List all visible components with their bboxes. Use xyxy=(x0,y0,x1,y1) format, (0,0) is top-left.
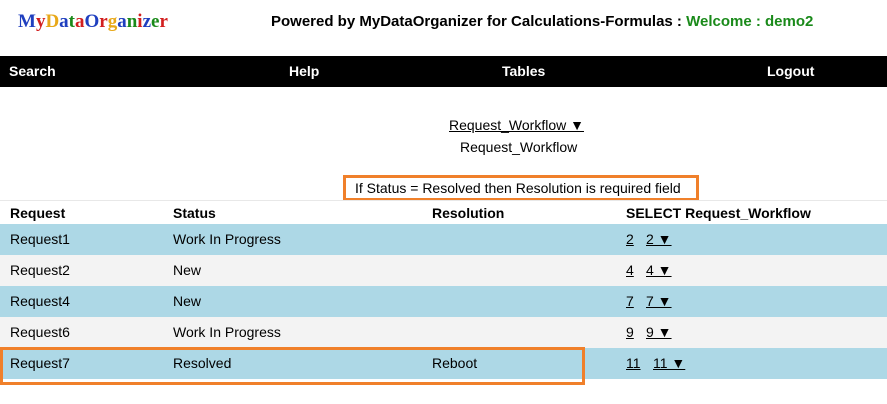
workflow-select-dropdown[interactable]: 7 ▼ xyxy=(646,293,672,309)
welcome-user: Welcome : demo2 xyxy=(686,13,814,30)
rule-callout xyxy=(343,175,699,201)
workflow-title: Request_Workflow xyxy=(460,139,578,155)
workflow-link[interactable]: 2 xyxy=(626,231,634,247)
rule-text: If Status = Resolved then Resolution is required field xyxy=(355,180,681,196)
cell-request: Request7 xyxy=(10,355,70,371)
nav-logout[interactable]: Logout xyxy=(767,63,815,79)
workflow-link[interactable]: 7 xyxy=(626,293,634,309)
nav-search[interactable]: Search xyxy=(9,63,56,79)
logo-letter: z xyxy=(142,11,152,32)
logo-letter: y xyxy=(35,11,46,32)
table-row xyxy=(0,286,887,317)
workflow-select-dropdown[interactable]: 4 ▼ xyxy=(646,262,672,278)
header-separator xyxy=(0,200,887,201)
nav-help[interactable]: Help xyxy=(289,63,320,79)
cell-request: Request2 xyxy=(10,262,70,278)
highlight-callout xyxy=(0,347,585,385)
col-header-select: SELECT Request_Workflow xyxy=(626,205,811,221)
logo-letter: e xyxy=(151,11,160,32)
cell-status: New xyxy=(173,262,202,278)
tagline-text: Powered by MyDataOrganizer for Calculations-Formulas : xyxy=(271,13,687,30)
logo-letter: O xyxy=(84,11,100,32)
logo-letter: t xyxy=(68,11,75,32)
cell-resolution: Reboot xyxy=(432,355,478,371)
cell-status: Work In Progress xyxy=(173,324,281,340)
logo-letter: i xyxy=(137,11,143,32)
table-row xyxy=(0,317,887,348)
logo-letter: n xyxy=(126,11,138,32)
workflow-dropdown[interactable]: Request_Workflow ▼ xyxy=(449,117,584,133)
logo-letter: g xyxy=(107,11,118,32)
workflow-select-dropdown[interactable]: 2 ▼ xyxy=(646,231,672,247)
col-header-status: Status xyxy=(173,205,216,221)
cell-request: Request4 xyxy=(10,293,70,309)
table-row xyxy=(0,224,887,255)
cell-status: Resolved xyxy=(173,355,232,371)
workflow-link[interactable]: 4 xyxy=(626,262,634,278)
workflow-link[interactable]: 9 xyxy=(626,324,634,340)
logo-letter: M xyxy=(18,11,36,32)
top-navbar xyxy=(0,56,887,87)
logo-letter: a xyxy=(75,11,85,32)
app-logo xyxy=(18,11,168,33)
logo-letter: a xyxy=(117,11,127,32)
table-row xyxy=(0,255,887,286)
workflow-link[interactable]: 11 xyxy=(626,355,641,371)
cell-status: New xyxy=(173,293,202,309)
header-tagline xyxy=(271,13,813,30)
col-header-resolution: Resolution xyxy=(432,205,505,221)
logo-letter: r xyxy=(159,11,168,32)
workflow-select-dropdown[interactable]: 9 ▼ xyxy=(646,324,672,340)
cell-request: Request1 xyxy=(10,231,70,247)
cell-request: Request6 xyxy=(10,324,70,340)
workflow-select-dropdown[interactable]: 11 ▼ xyxy=(653,355,686,371)
logo-letter: D xyxy=(45,11,60,32)
logo-letter: a xyxy=(59,11,69,32)
cell-status: Work In Progress xyxy=(173,231,281,247)
nav-tables[interactable]: Tables xyxy=(502,63,546,79)
logo-letter: r xyxy=(99,11,108,32)
col-header-request: Request xyxy=(10,205,66,221)
